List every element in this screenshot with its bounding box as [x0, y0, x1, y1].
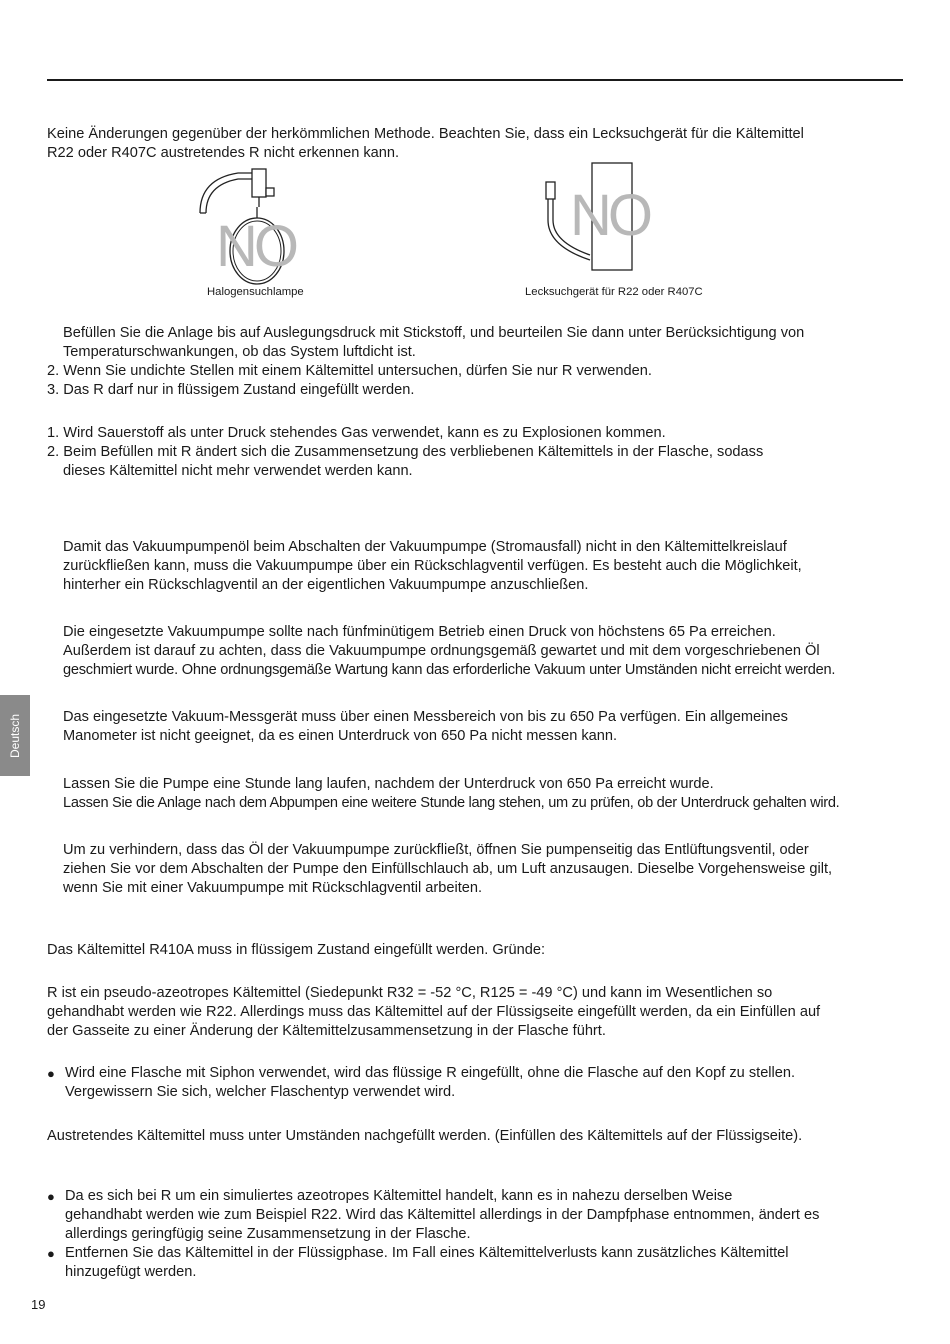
vacuum-p2-line-3: geschmiert wurde. Ohne ordnungsgemäße Wartung kann das erforderliche Vakuum unter Umständen nicht erreicht werden. — [63, 662, 836, 678]
vacuum-p2-line-1: Die eingesetzte Vakuumpumpe sollte nach fünfminütigem Betrieb einen Druck von höchstens 65 Pa erreichen. — [63, 624, 776, 640]
bullet-2-line-2: gehandhabt werden wie zum Beispiel R22. Wird das Kältemittel allerdings in der Dampfphase entnommen, ändert es — [65, 1207, 820, 1223]
bullet-1-line-2: Vergewissern Sie sich, welcher Flaschentyp verwendet wird. — [65, 1084, 456, 1100]
caption-halogen-lamp: Halogensuchlampe — [207, 286, 304, 298]
language-tab-label: Deutsch — [8, 713, 22, 758]
bullet-2-line-3: allerdings geringfügig seine Zusammensetzung in der Flasche. — [65, 1226, 471, 1242]
caption-leak-detector: Lecksuchgerät für R22 oder R407C — [525, 286, 703, 298]
step-1-line-2: Temperaturschwankungen, ob das System luftdicht ist. — [63, 344, 416, 360]
language-tab[interactable] — [0, 695, 30, 776]
refrigerant-p2-line-3: der Gasseite zu einer Änderung der Kältemittelzusammensetzung in der Flasche führt. — [47, 1023, 606, 1039]
step-3: 3. Das R darf nur in flüssigem Zustand eingefüllt werden. — [47, 382, 415, 398]
bullet-2-line-1: Da es sich bei R um ein simuliertes azeotropes Kältemittel handelt, kann es in nahezu derselben Weise — [65, 1188, 733, 1204]
bullet-3-line-2: hinzugefügt werden. — [65, 1264, 197, 1280]
vacuum-p5-line-1: Um zu verhindern, dass das Öl der Vakuumpumpe zurückfließt, öffnen Sie pumpenseitig das Entlüftungsventil, oder — [63, 842, 809, 858]
refrigerant-p2-line-2: gehandhabt werden wie R22. Allerdings muss das Kältemittel auf der Flüssigseite eingefüllt werden, da ein Einfüllen auf — [47, 1004, 821, 1020]
step-1-line-1: Befüllen Sie die Anlage bis auf Auslegungsdruck mit Stickstoff, und beurteilen Sie dann unter Berücksichtigung von — [63, 325, 805, 341]
vacuum-p4-line-1: Lassen Sie die Pumpe eine Stunde lang laufen, nachdem der Unterdruck von 650 Pa erreicht wurde. — [63, 776, 714, 792]
warning-2-line-1: 2. Beim Befüllen mit R ändert sich die Zusammensetzung des verbliebenen Kältemittels in der Flasche, sodass — [47, 444, 764, 460]
vacuum-p3-line-1: Das eingesetzte Vakuum-Messgerät muss über einen Messbereich von bis zu 650 Pa verfügen. Ein allgemeines — [63, 709, 788, 725]
vacuum-p5-line-3: wenn Sie mit einer Vakuumpumpe mit Rückschlagventil arbeiten. — [63, 880, 483, 896]
vacuum-p2-line-2: Außerdem ist darauf zu achten, dass die Vakuumpumpe ordnungsgemäß gewartet und mit dem vorgeschriebenen Öl — [63, 643, 820, 659]
vacuum-p1-line-2: zurückfließen kann, muss die Vakuumpumpe über ein Rückschlagventil verfügen. Es besteht auch die Möglichkeit, — [63, 558, 802, 574]
vacuum-p5-line-2: ziehen Sie vor dem Abschalten der Pumpe den Einfüllschlauch ab, um Luft anzusaugen. Dieselbe Vorgehensweise gilt, — [63, 861, 833, 877]
header-rule — [47, 79, 903, 81]
bullet-1-line-1: Wird eine Flasche mit Siphon verwendet, wird das flüssige R eingefüllt, ohne die Flasche auf den Kopf zu stellen. — [65, 1065, 796, 1081]
refrigerant-p3: Austretendes Kältemittel muss unter Umständen nachgefüllt werden. (Einfüllen des Kältemittels auf der Flüssigseite). — [47, 1128, 803, 1144]
intro-line-2: R22 oder R407C austretendes R nicht erkennen kann. — [47, 145, 400, 161]
no-mark-left: NO — [216, 214, 295, 279]
vacuum-p4-line-2: Lassen Sie die Anlage nach dem Abpumpen eine weitere Stunde lang stehen, um zu prüfen, ob der Unterdruck gehalten wird. — [63, 795, 840, 811]
bullet-marker: ● — [47, 1066, 55, 1081]
page-number: 19 — [31, 1297, 46, 1312]
bullet-marker: ● — [47, 1246, 55, 1261]
bullet-marker: ● — [47, 1189, 55, 1204]
step-2: 2. Wenn Sie undichte Stellen mit einem Kältemittel untersuchen, dürfen Sie nur R verwenden. — [47, 363, 652, 379]
intro-line-1: Keine Änderungen gegenüber der herkömmlichen Methode. Beachten Sie, dass ein Lecksuchgerät für die Kältemittel — [47, 126, 804, 142]
warning-1: 1. Wird Sauerstoff als unter Druck stehendes Gas verwendet, kann es zu Explosionen kommen. — [47, 425, 666, 441]
warning-2-line-2: dieses Kältemittel nicht mehr verwendet werden kann. — [63, 463, 413, 479]
vacuum-p1-line-3: hinterher ein Rückschlagventil an der eigentlichen Vakuumpumpe anzuschließen. — [63, 577, 589, 593]
vacuum-p3-line-2: Manometer ist nicht geeignet, da es einen Unterdruck von 650 Pa nicht messen kann. — [63, 728, 618, 744]
bullet-3-line-1: Entfernen Sie das Kältemittel in der Flüssigphase. Im Fall eines Kältemittelverlusts kann zusätzliches Kältemittel — [65, 1245, 789, 1261]
vacuum-p1-line-1: Damit das Vakuumpumpenöl beim Abschalten der Vakuumpumpe (Stromausfall) nicht in den Kältemittelkreislauf — [63, 539, 787, 555]
no-mark-right: NO — [570, 183, 649, 248]
refrigerant-intro: Das Kältemittel R410A muss in flüssigem Zustand eingefüllt werden. Gründe: — [47, 942, 546, 958]
refrigerant-p2-line-1: R ist ein pseudo-azeotropes Kältemittel (Siedepunkt R32 = -52 °C, R125 = -49 °C) und kann im Wesentlichen so — [47, 985, 773, 1001]
